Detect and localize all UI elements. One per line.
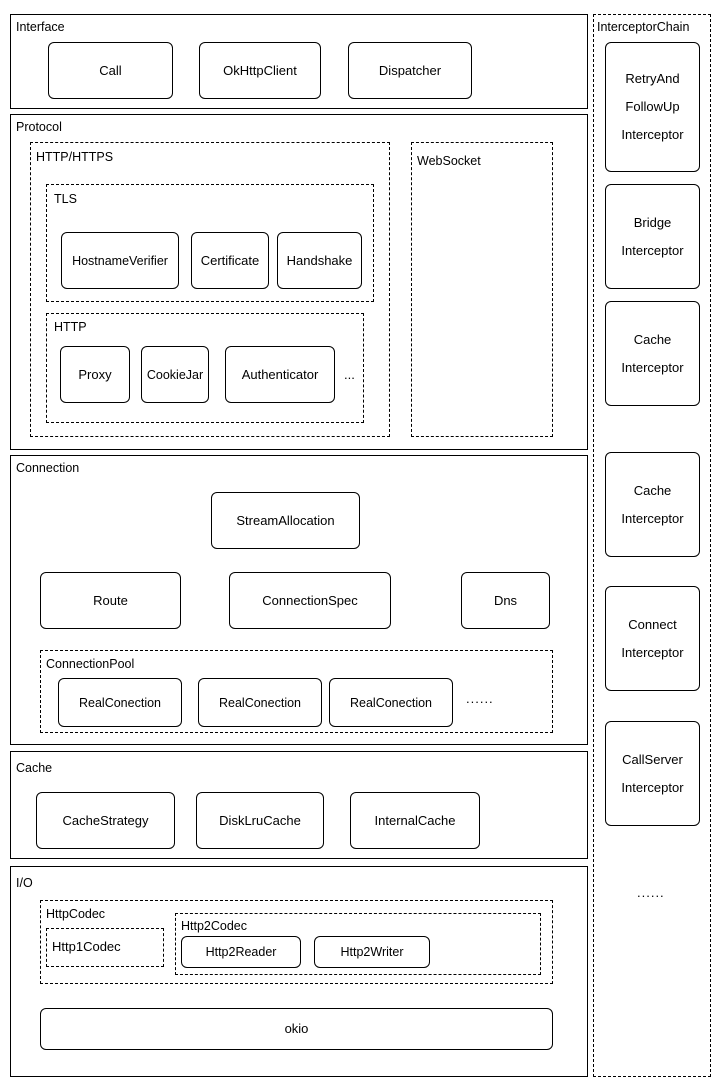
node-certificate[interactable]: Certificate bbox=[191, 232, 269, 289]
node-line-1: Bridge bbox=[633, 214, 672, 230]
node-cacheinterceptor-2[interactable] bbox=[605, 452, 700, 557]
group-connectionpool-label: ConnectionPool bbox=[46, 657, 135, 671]
group-interface-label: Interface bbox=[16, 20, 65, 34]
node-realconection-2[interactable]: RealConection bbox=[198, 678, 322, 727]
node-line-2: Interceptor bbox=[621, 779, 684, 795]
group-http2codec-label: Http2Codec bbox=[181, 919, 248, 933]
group-http-label: HTTP bbox=[54, 320, 87, 334]
node-realconection-3[interactable]: RealConection bbox=[329, 678, 453, 727]
group-interceptorchain-label: InterceptorChain bbox=[597, 20, 690, 34]
node-http2writer[interactable]: Http2Writer bbox=[314, 936, 430, 968]
node-line-1: Connect bbox=[628, 616, 677, 632]
group-websocket bbox=[411, 142, 553, 437]
node-cacheinterceptor-1[interactable] bbox=[605, 301, 700, 406]
node-line-1: CallServer bbox=[622, 751, 683, 767]
node-okio[interactable]: okio bbox=[40, 1008, 553, 1050]
node-line-2: Interceptor bbox=[621, 359, 684, 375]
node-http2reader[interactable]: Http2Reader bbox=[181, 936, 301, 968]
node-line-1: RetryAnd bbox=[625, 71, 680, 86]
interceptorchain-more-ellipsis: ...... bbox=[637, 885, 665, 900]
node-authenticator[interactable]: Authenticator bbox=[225, 346, 335, 403]
node-cookiejar[interactable]: CookieJar bbox=[141, 346, 209, 403]
node-dns[interactable]: Dns bbox=[461, 572, 550, 629]
node-callserverinterceptor[interactable] bbox=[605, 721, 700, 826]
node-line-2: Interceptor bbox=[621, 644, 684, 660]
node-dispatcher[interactable]: Dispatcher bbox=[348, 42, 472, 99]
group-http-https-label: HTTP/HTTPS bbox=[36, 150, 114, 164]
node-streamallocation[interactable]: StreamAllocation bbox=[211, 492, 360, 549]
node-disklrucache[interactable]: DiskLruCache bbox=[196, 792, 324, 849]
node-handshake[interactable]: Handshake bbox=[277, 232, 362, 289]
node-bridgeinterceptor[interactable] bbox=[605, 184, 700, 289]
node-line-3: Interceptor bbox=[621, 127, 684, 142]
node-call[interactable]: Call bbox=[48, 42, 173, 99]
node-line-2: FollowUp bbox=[625, 99, 680, 114]
group-connection-label: Connection bbox=[16, 461, 80, 475]
group-httpcodec-label: HttpCodec bbox=[46, 907, 106, 921]
node-proxy[interactable]: Proxy bbox=[60, 346, 130, 403]
http-more-ellipsis: ... bbox=[344, 367, 355, 382]
node-line-1: Cache bbox=[633, 331, 672, 347]
connectionpool-more-ellipsis: ...... bbox=[466, 691, 494, 706]
node-connectionspec[interactable]: ConnectionSpec bbox=[229, 572, 391, 629]
node-okhttpclient[interactable]: OkHttpClient bbox=[199, 42, 321, 99]
node-cachestrategy[interactable]: CacheStrategy bbox=[36, 792, 175, 849]
node-hostnameverifier[interactable]: HostnameVerifier bbox=[61, 232, 179, 289]
group-protocol-label: Protocol bbox=[16, 120, 62, 134]
group-websocket-label: WebSocket bbox=[417, 154, 481, 168]
group-cache-label: Cache bbox=[16, 761, 53, 775]
node-realconection-1[interactable]: RealConection bbox=[58, 678, 182, 727]
node-retryandfollowupinterceptor[interactable] bbox=[605, 42, 700, 172]
group-tls-label: TLS bbox=[54, 192, 77, 206]
group-io-label: I/O bbox=[16, 876, 33, 890]
node-line-2: Interceptor bbox=[621, 242, 684, 258]
node-connectinterceptor[interactable] bbox=[605, 586, 700, 691]
node-route[interactable]: Route bbox=[40, 572, 181, 629]
node-line-1: Cache bbox=[633, 482, 672, 498]
node-line-2: Interceptor bbox=[621, 510, 684, 526]
node-internalcache[interactable]: InternalCache bbox=[350, 792, 480, 849]
node-http1codec-label: Http1Codec bbox=[52, 939, 121, 954]
